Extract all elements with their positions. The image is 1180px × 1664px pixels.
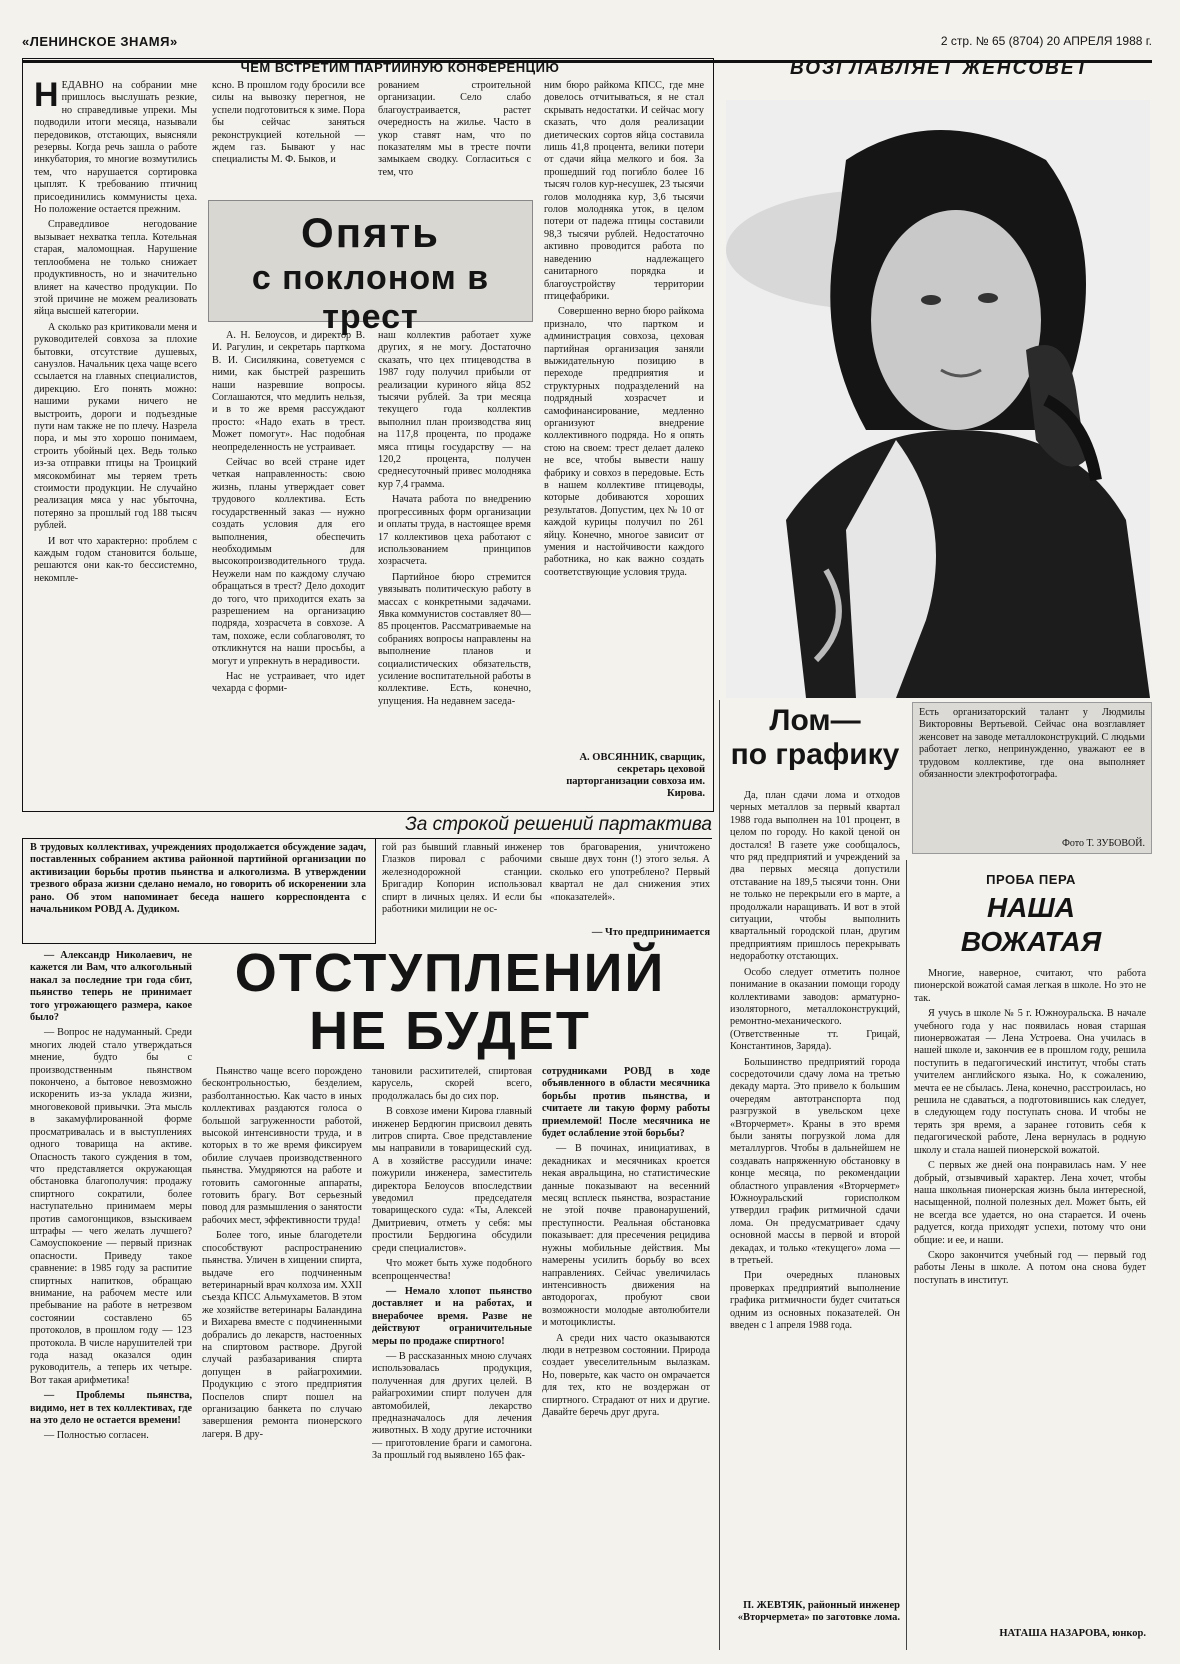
article2-column-4 xyxy=(542,1066,710,1650)
headline-block xyxy=(208,200,533,336)
paragraph: ним бюро райкома КПСС, где мне довелось отчитываться, я не стал скрывать недостатки. И сейчас могу сказать, что доля реализации диетических сортов яйца составила лишь 41,8 процента, велики потери от сдачи яйца мелкого и боя. За прошедший год погибло более 16 тысяч голов кур-несушек, 23 тысячи голов молодняка кур, 3,6 тысячи голов молодняка уток, в целом потери от падежа птицы составили 98,3 тысячи рублей. Недостаточно активно проводится работа по наведению надлежащего санитарного порядка и благоустройству территории птицефабрики. xyxy=(544,80,704,302)
article2-column-1 xyxy=(30,950,192,1650)
article2-lead: В трудовых коллективах, учреждениях продолжается обсуждение задач, поставленных собранием актива районной партийной организации по активизации борьбы против пьянства и алкоголизма. В утверждении трезвого образа жизни сделано немало, но говорить об искоренении зла рано. Об этом напоминает беседа нашего корреспондента с начальником РОВД А. Дудиком. xyxy=(30,842,366,916)
photo-caption-box xyxy=(912,702,1152,854)
photo-caption: Есть организаторский талант у Людмилы Викторовны Вертьевой. Сейчас она возглавляет женсовет на заводе металлоконструкций. С людьми работает легко, непринужденно, уважают ее в трудовом коллективе, где она выполняет обязанности электрофотографа. xyxy=(919,707,1145,781)
paragraph: Да, план сдачи лома и отходов черных металлов за первый квартал 1988 года выполнен на 101 процент, в целом по городу. Но какой ценой он достался! В газете уже сообщалось, что ряд предприятий и учреждений за два первых месяца допустили отставание на 189,5 тысячи тонн. Они не только не перекрыли его в марте, а продолжали наращивать. И вот в этой ситуации, чтобы выполнить квартальный городской план, другим предприятиям пришлось перекрывать недоработку отстающих. xyxy=(730,790,900,963)
paragraph: А среди них часто оказываются люди в нетрезвом состоянии. Природа создает увеселительным вылазкам. Но, поверьте, как часто он омрачается для тех, кто не воздержан от спиртного. Страдают от них и другие. Давайте беречь друг друга. xyxy=(542,1332,710,1418)
paragraph: С первых же дней она понравилась нам. У нее добрый, отзывчивый характер. Лена хочет, чтобы наша школьная пионерская жизнь была интересной, насыщенной, полной полезных дел. Может быть, ей не всегда все удается, но она старается. И очень радуется, когда приходят успехи, потому что они общие: и ее, и наши. xyxy=(914,1160,1146,1246)
proba-title-line-1: НАША xyxy=(986,892,1076,923)
proba-signature: НАТАША НАЗАРОВА, юнкор. xyxy=(999,1628,1146,1639)
article-column-1 xyxy=(34,80,197,804)
column-rule xyxy=(719,700,720,1650)
paragraph: Партийное бюро стремится увязывать политическую работу в массах с конкретными задачами. Явка коммунистов составляет 80—85 процентов. Рассматриваемые на собраниях вопросы направлены на выполнение планов и социалистических обязательств, усиление воспитательной работы в коллективе. Есть, конечно, упущения. На недавнем заседа- xyxy=(378,571,531,707)
paragraph: Многие, наверное, считают, что работа пионерской вожатой самая легкая в школе. Но это не так. xyxy=(914,968,1146,1004)
paragraph: В совхозе имени Кирова главный инженер Бердюгин присвоил девять литров спирта. Свое представление мы направили в товарищеский суд. А в хозяйстве рассудили иначе: пожурили инженера, заместитель директора Белоусов впоследствии уведомил председателя товарищеского суда: «Ты, Алексей Дмитриевич, отметь у себя: мы простили Бердюгина обсудили среди специалистов». xyxy=(372,1106,532,1254)
paragraph: тановили расхитителей, спиртовая карусель, скорей всего, продолжалась бы до сих пор. xyxy=(372,1066,532,1102)
paragraph: Я учусь в школе № 5 г. Южноуральска. В начале учебного года у нас появилась новая старшая пионервожатая — Лена Устроева. Она училась в нашей школе и, закончив ее в прошлом году, решила поступить в педагогический институт, чтобы стать учителем английского языка. Но, к сожалению, мечта ее не сбылась. Лена, конечно, расстроилась, но решила не сдаваться, а подготовившись как следует, в следующем году поступать снова. И чтобы не терять зря время, а заранее готовить себя к педагогической работе, Лена вернулась в родную школу и стала нашей пионерской вожатой. xyxy=(914,1008,1146,1156)
lom-column xyxy=(730,790,900,1575)
paragraph: Нас не устраивает, что идет чехарда с форми- xyxy=(212,670,365,695)
article2-column-3 xyxy=(372,1066,532,1650)
paragraph: Пьянство чаще всего порождено бесконтрольностью, безделием, разболтанностью. Как часто в иных коллективах раздаются голоса о большой загруженности работой, высокой интенсивности труда, и в которых в то же время фиксируем обилие случаев производственного пьянства. Умудряются на работе и готовить самогонные аппараты, готовить брагу. Вот серьезный повод для размышления о занятости рабочих мест, эффективности труда! xyxy=(202,1066,362,1226)
paragraph: ксно. В прошлом году бросили все силы на вывозку перегноя, не успели подготовиться к зиме. Пора бы сейчас заняться реконструкцией котельной — ждем газ. Бывают у нас специалисты М. Ф. Быков, и xyxy=(212,80,365,166)
paragraph: Скоро закончится учебный год — первый год работы Лены в школе. А потом она снова будет поступать в институт. xyxy=(914,1249,1146,1286)
newspaper-name: «ЛЕНИНСКОЕ ЗНАМЯ» xyxy=(22,34,178,49)
question: — Александр Николаевич, не кажется ли Вам, что алкогольный накал за последние три года сбит, пьянство теперь не принимает того угрожающего размера, какое было? xyxy=(30,950,192,1024)
paragraph: Что может быть хуже подобного всепрощенчества! xyxy=(372,1258,532,1282)
article2-lead-col3-tail: — Что предпринимается xyxy=(591,927,710,938)
article-column-4 xyxy=(544,80,704,752)
paragraph: наш коллектив работает хуже других, я не могу. Достаточно сказать, что цех птицеводства в 1987 году получил прибыли от реализации куриного яйца 852 тысячи рублей. За три месяца текущего года коллектив выполнил план производства яиц на 117,8 процента, по продаже мяса птицы государству — на 120,2 процента, получен среднесуточный привес молодняка кур 7,4 грамма. xyxy=(378,330,531,490)
paragraph: А сколько раз критиковали меня и руководителей совхоза за плохие бытовки, отсутствие душевых, санузлов. Начальник цеха чаще всего ссылается на главных специалистов, дирекцию. Его понять можно: нашими руками ничего не выстроить, дороги и подъездные пути нам также не по плечу. Назрела пора, и мы это хорошо понимаем, строить убойный цех. Ведь только из-за отправки птицы на Троицкий мясокомбинат мы теряем треть стоимости продукции. Не случайно реализация мяса у нас убыточна, потеряно за прошлый год 188 тысяч рублей. xyxy=(34,321,197,532)
proba-column xyxy=(914,968,1146,1570)
column-rule xyxy=(906,860,907,1650)
proba-title-line-2: ВОЖАТАЯ xyxy=(960,926,1102,957)
lom-title-line-1: Лом— xyxy=(769,704,861,737)
paragraph: ЕДАВНО на собрании мне пришлось выслушать резкие, но справедливые упреки. Мы подводили итоги месяца, называли передовиков, отстающих, выясняли резервы. Когда речь зашла о работе инкубатория, то многие возмутились тем, что нарушается сортировка цыплят. К требованию птичниц присоединились коммунисты цеха. Но положение остается прежним. xyxy=(34,80,197,216)
paragraph: А. Н. Белоусов, и директор В. И. Рагулин, и секретарь парткома В. И. Сисилякина, советуемся с ними, как быстрей разрешить наши назревшие вопросы. Соглашаются, что медлить нельзя, и в то же время рассуждают просто: «Надо ехать в трест. Может помогут». Нас подобная неопределенность не устраивает. xyxy=(212,330,365,453)
proba-rubric: ПРОБА ПЕРА xyxy=(986,872,1076,887)
portrait-image xyxy=(726,100,1150,698)
lom-signature: П. ЖЕВТЯК, районный инженер «Вторчермета» по заготовке лома. xyxy=(737,1600,900,1623)
article-signature: А. ОВСЯННИК, сварщик, секретарь цеховой парторганизации совхоза им. Кирова. xyxy=(566,752,705,799)
paragraph: Сейчас во всей стране идет четкая направленность: свою жизнь, планы утверждает совет трудового коллектива. Есть государственный заказ — нужно создать условия для его выполнения, обеспечить необходимым для высокопроизводительного труда. Неужели нам по каждому случаю обращаться в трест? Дело доходит до того, что приходится ехать за разрешением на организацию подряда, хозрасчета в совхозе. А там, похоже, если соблаговолят, то откликнутся на наши просьбы, а могут и упрекнуть в нерадивости. xyxy=(212,457,365,667)
article2-title-line-1: ОТСТУПЛЕНИЙ xyxy=(234,943,666,1003)
paragraph: Справедливое негодование вызывает нехватка тепла. Котельная старая, маломощная. Нарушение теплообмена не только снижает продуктивность, но и значительно влияет на качество продукции. По этой причине не можем реализовать яйца высшей категории. xyxy=(34,219,197,318)
article-column-3 xyxy=(378,80,531,200)
headline-line-1: Опять xyxy=(301,209,440,256)
article-rubric: ЧЕМ ВСТРЕТИМ ПАРТИЙНУЮ КОНФЕРЕНЦИЮ xyxy=(240,60,560,75)
article2-lead-col2: гой раз бывший главный инженер Глазков пировал с рабочими железнодорожной станции. Бригадир Копорин использовал спирт в личных целях. И если бы работники милиции не ос- xyxy=(382,842,542,916)
article-column-2 xyxy=(212,80,365,200)
article2-lead-col3: тов браговарения, уничтожено свыше двух тонн (!) этого зелья. А сколько его употреблено? Первый квартал не дал снижения этих «показателей». xyxy=(550,842,710,903)
dropcap-letter: Н xyxy=(34,80,59,114)
photo-credit: Фото Т. ЗУБОВОЙ. xyxy=(1062,838,1145,849)
question: — Немало хлопот пьянство доставляет и на работах, и внерабочее время. Разве не действуют ограничительные меры по продаже спиртного! xyxy=(372,1285,532,1347)
paragraph: — Вопрос не надуманный. Среди многих людей стало утверждаться мнение, будто бы с производственным пьянством покончено, а бытовое невозможно искоренить из-за уклада жизни, многовековой привычки. Эта мысль в закамуфлированной форме просматривалась и в выступлениях одного товарища на активе. Опасность такого суждения в том, что представляется окружающая обстановка благополучия: продажу спиртного сократили, более наступательно принимаем меры против самогонщиков, взыскиваем штрафы — чего желать лучшего? Самоуспокоение — первый признак опасности. Приведу такое сравнение: в 1985 году за распитие спиртных напитков, обращаю внимание, на рабочем месте или пребывание на работе в нетрезвом состоянии составлено 65 протоколов, в прошлом году — 123 протокола. В числе нарушителей три года назад оказался один руководитель, а теперь их четыре. Вот такая арифметика! xyxy=(30,1027,192,1386)
headline-line-2: с поклоном в трест xyxy=(251,259,490,336)
article-column-2b xyxy=(212,330,365,804)
paragraph: — В рассказанных мною случаях использовалась продукция, полученная для других целей. В райагрохимии спирт получен для автомобилей, лекарство предназначалось для лечения животных. В ходу другие источники — приготовление браги и самогона. За прошлый год выявлено 165 фак- xyxy=(372,1350,532,1462)
portrait-photo xyxy=(726,100,1150,698)
paragraph: рованием строительной организации. Село слабо благоустраивается, растет очередность на жилье. Часто в укор ставят нам, что по показателям мы в тресте почти замыкаем сводку. Согласиться с тем, что xyxy=(378,80,531,178)
question: сотрудниками РОВД в ходе объявленного в области месячника борьбы против пьянства, и считаете ли такую форму работы приемлемой! После месячника не будет ослабление этой борьбы? xyxy=(542,1066,710,1140)
article2-title-line-2: НЕ БУДЕТ xyxy=(309,1001,591,1061)
paragraph: Большинство предприятий города сосредоточили сдачу лома на третью декаду марта. Это привело к большим очередям автотранспорта под разгрузкой в увельском цехе «Вторчермет». Краны в это время были заняты погрузкой лома для металлургов. Чтобы в дальнейшем не создавать напряженную обстановку в конце месяца, по рекомендации областного управления «Вторчермет» Южноуральский горисполком утвердил график ритмичной сдачи лома. Он предусматривает сдачу основной массы в первой и второй декадах, и только «текущего» лома — в третьей. xyxy=(730,1056,900,1267)
article2-column-2 xyxy=(202,1066,362,1650)
issue-info: 2 стр. № 65 (8704) 20 АПРЕЛЯ 1988 г. xyxy=(940,34,1152,48)
paragraph: Начата работа по внедрению прогрессивных форм организации и оплаты труда, в настоящее время 17 коллективов цеха работают с использованием принципов хозрасчета. xyxy=(378,494,531,568)
article-column-3b xyxy=(378,330,531,804)
paragraph: — Полностью согласен. xyxy=(44,1430,149,1442)
paragraph: Особо следует отметить полное понимание в оказании помощи городу коллективами заводов: арматурно-изоляторного, металлоконструкций, ремонтно-механического. (Ответственные тт. Грицай, Константинов, Заряда). xyxy=(730,966,900,1053)
paragraph: При очередных плановых проверках предприятий выполнение графика ритмичности будет считаться одним из основных показателей. Он введен с 1 апреля 1988 года. xyxy=(730,1270,900,1332)
question: — Проблемы пьянства, видимо, нет в тех коллективах, где на это дело не остается времени! xyxy=(30,1390,192,1427)
paragraph: — В починах, инициативах, в декадниках и месячниках кроется некая авральщина, но статистические данные показывают на весенний месяц всплеск пьянства, возрастание не этой почве правонарушений, преступности. Реальная обстановка показывает: для пресечения рецидива нужны мобильные действия. Мы намерены усилить борьбу во всех направлениях. Сейчас увеличилась интенсивность движения на автодорогах, пробуют свои возможности молодые автолюбители и мотоциклисты. xyxy=(542,1143,710,1329)
lom-title-line-2: по графику xyxy=(730,738,900,771)
paragraph: Совершенно верно бюро райкома признало, что партком и администрация совхоза, цеховая партийная организация заняли выжидательную позицию в переходе предприятия и структурных подразделений на подрядный хозрасчет и самофинансирование, медленно организуют внедрение коллективного подряда. Но я опять стою на своем: трест делает далеко не все, чтобы вывести нашу фабрику и совхоз в передовые. Есть в нашем коллективе птицеводы, которые добиваются хороших результатов. Допустим, цех № 10 от каждой курицы получил по 261 яйцу. Конечно, многое зависит от умения и настойчивости каждого работника, но как важно создать соответствующие условия труда. xyxy=(544,306,704,578)
article2-rubric: За строкой решений партактива xyxy=(405,814,712,835)
paragraph: И вот что характерно: проблем с каждым годом становится больше, решаются они как-то бессистемно, некомпле- xyxy=(34,535,197,584)
paragraph: Более того, иные благодетели способствуют распространению пьянства. Уличен в хищении спирта, выдаче его подчиненным ветеринарный врач колхоза им. XXII съезда КПСС Альмухаметов. В этом же хозяйстве ветеринары Баландина и Вихарева вместе с подчиненными добрались до лекарств, настоенных на спиртовом растворе. Другой случай разбазаривания спирта допущен в райагрохимии. Продукцию с этого предприятия Поспелов спирт пошел на организацию банкета по случаю завершения ремонта пионерского лагеря. В дру- xyxy=(202,1230,362,1440)
photo-title: ВОЗГЛАВЛЯЕТ ЖЕНСОВЕТ xyxy=(790,58,1090,79)
